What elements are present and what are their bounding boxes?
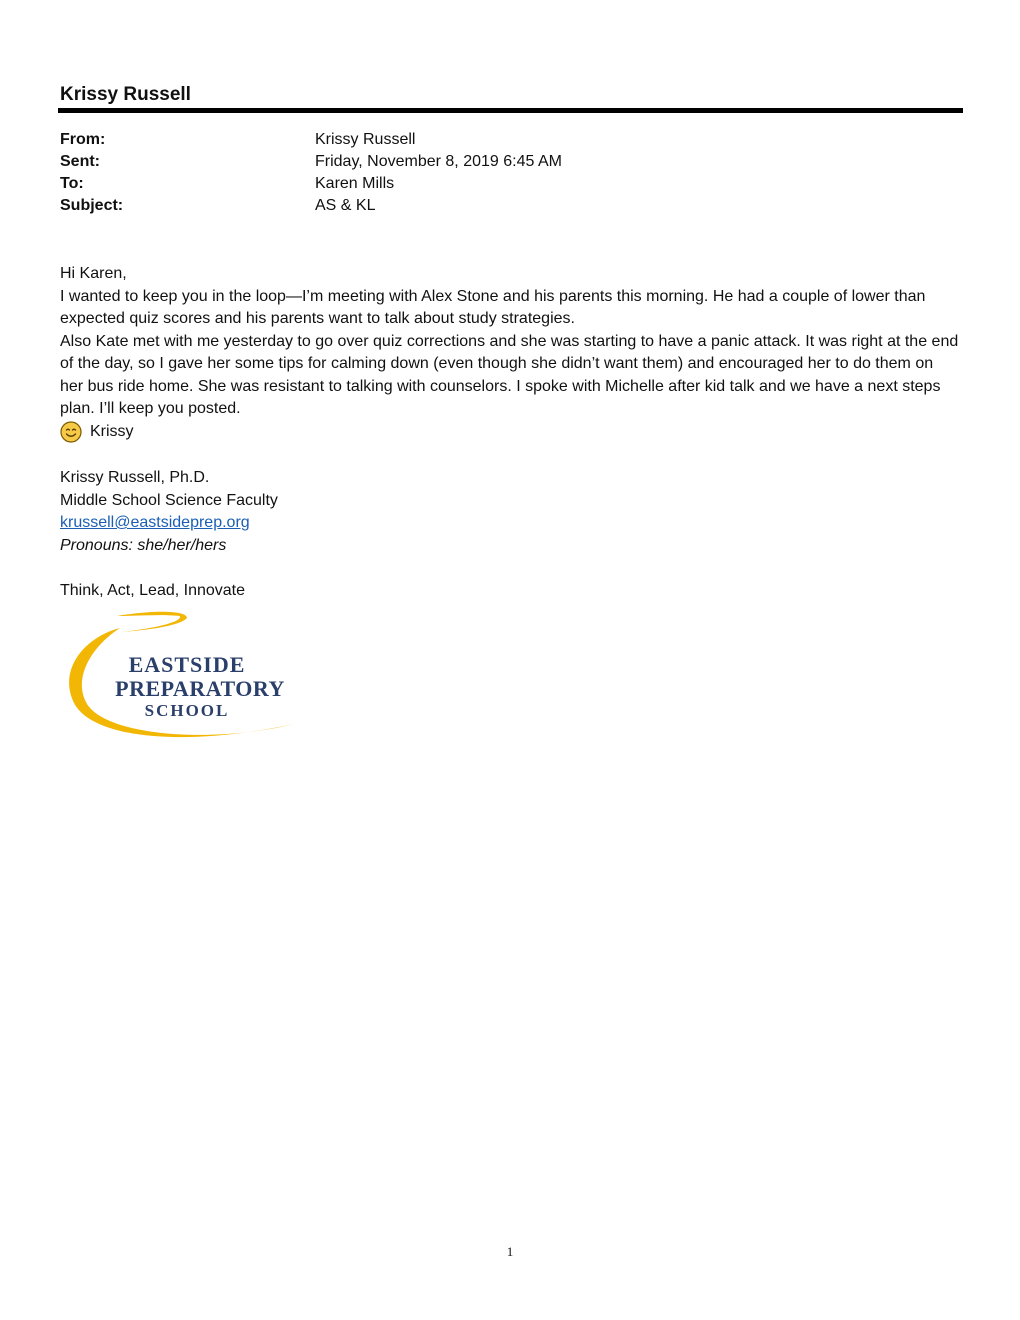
body-paragraph-1: I wanted to keep you in the loop—I’m meeting with Alex Stone and his parents this morning. He had a couple of lower than expected quiz scores and his parents want to talk about study strategies. xyxy=(60,287,926,327)
signoff-name: Krissy xyxy=(90,422,134,440)
signature-name: Krissy Russell, Ph.D. xyxy=(60,469,210,486)
subject-value: AS & KL xyxy=(315,197,376,214)
to-value: Karen Mills xyxy=(315,175,395,192)
to-label: To: xyxy=(60,175,84,192)
title-divider xyxy=(58,108,963,113)
logo-graphic xyxy=(62,608,302,748)
signature-block xyxy=(60,467,960,602)
page-number: 1 xyxy=(506,1244,514,1259)
signature-motto: Think, Act, Lead, Innovate xyxy=(60,581,246,599)
logo-line-2: PREPARATORY xyxy=(115,676,285,701)
greeting: Hi Karen, xyxy=(60,265,127,282)
subject-label: Subject: xyxy=(60,197,124,214)
logo-line-3: SCHOOL xyxy=(144,701,230,720)
from-label: From: xyxy=(60,131,106,148)
signoff-line xyxy=(60,421,960,444)
signature-email-link[interactable]: krussell@eastsideprep.org xyxy=(60,514,250,531)
body-paragraph-2: Also Kate met with me yesterday to go over quiz corrections and she was starting to have a panic attack. It was right at the end of the day, so I gave her some tips for calming down (even though she didn’t want them) and encouraged her to do them on her bus ride home. She was resistant to talking with counselors. I spoke with Michelle after kid talk and we have a next steps plan. I’ll keep you posted. xyxy=(60,332,959,417)
smile-emoji-icon xyxy=(60,421,82,443)
signature-title: Middle School Science Faculty xyxy=(60,491,278,509)
logo-line-1: EASTSIDE xyxy=(128,652,246,677)
school-logo xyxy=(62,608,302,748)
email-body xyxy=(60,263,960,443)
signature-pronouns: Pronouns: she/her/hers xyxy=(60,536,227,554)
sent-value: Friday, November 8, 2019 6:45 AM xyxy=(315,153,562,170)
from-value: Krissy Russell xyxy=(315,131,416,148)
sent-label: Sent: xyxy=(60,153,100,170)
page-title: Krissy Russell xyxy=(60,84,191,105)
